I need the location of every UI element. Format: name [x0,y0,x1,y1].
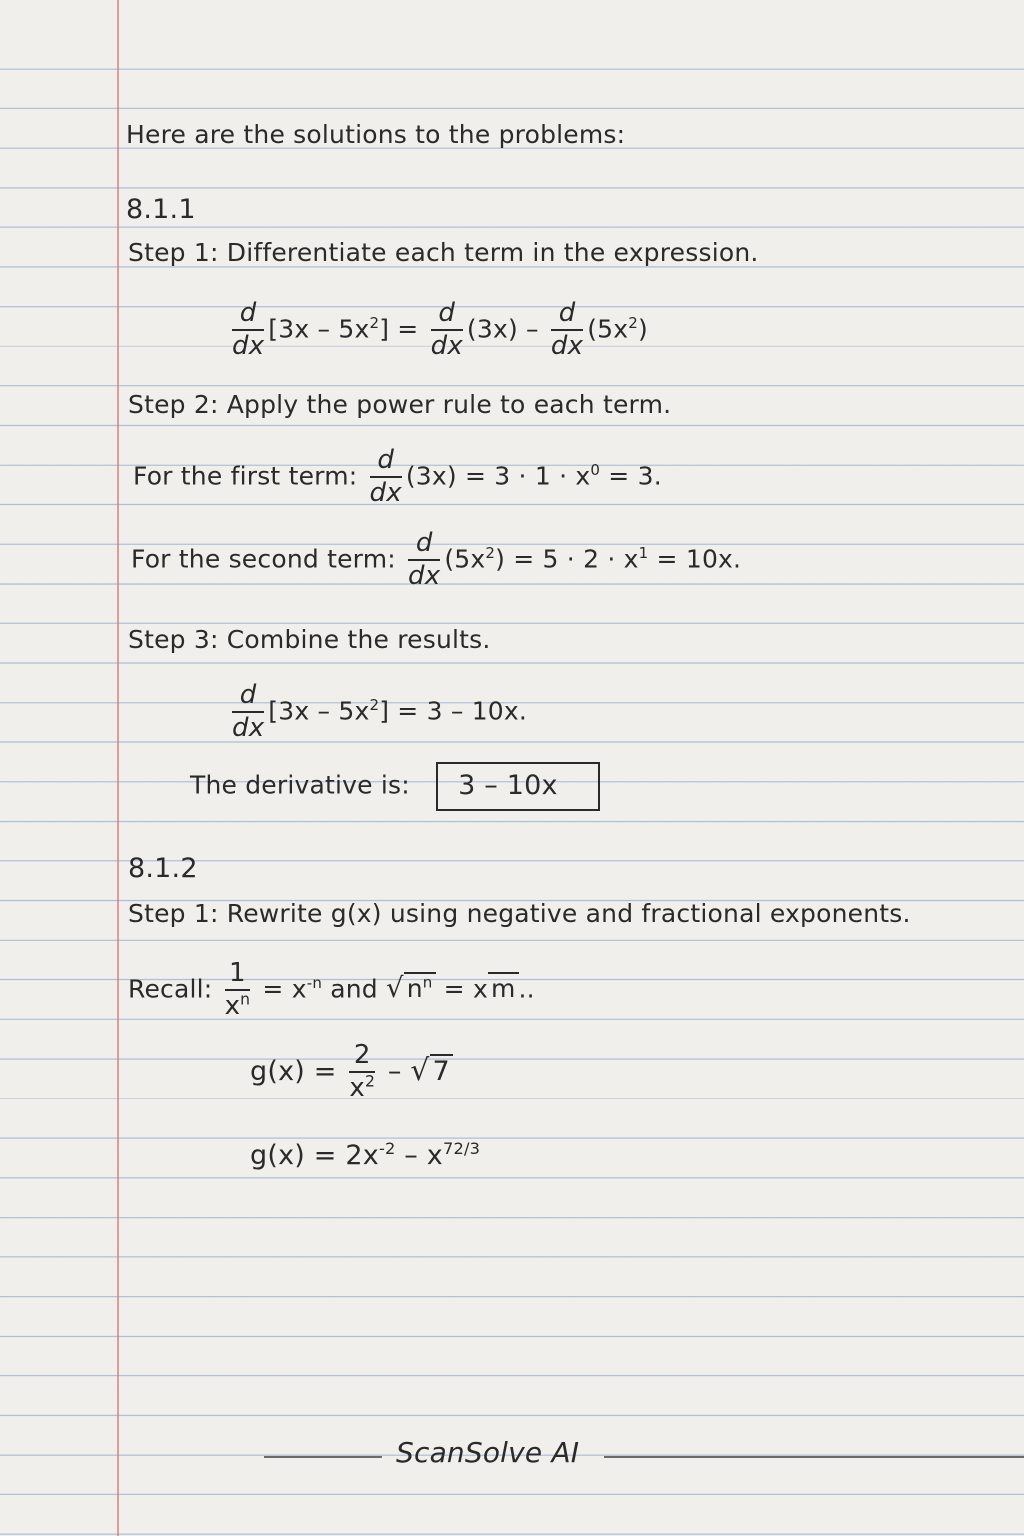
problem-number-1: 8.1.1 [126,194,196,225]
margin-line [117,0,119,1536]
recall-line: Recall: $\frac{1}{x^n}$ = $x^{-n}$ and √ $n^n = x$ m .. [128,958,535,1022]
d-dx-fraction: $\frac{d}{dx}$ [408,528,441,592]
radical: √ $n^n$ [386,972,436,1004]
step1-heading-2: Step 1: Rewrite g(x) using negative and fractional exponents. [128,899,911,928]
d-dx-fraction: $\frac{d}{dx}$ [430,298,463,362]
answer-box: 3 – 10x [436,762,600,811]
step1-heading: Step 1: Differentiate each term in the expression. [128,238,759,267]
reciprocal-fraction: $\frac{1}{x^n}$ [224,958,251,1022]
two-over-x-squared: $\frac{2}{x^2}$ [349,1040,376,1104]
g-definition: g(x) = $\frac{2}{x^2}$ – √ 7 [250,1042,453,1103]
derivative-result: The derivative is: 3 – 10x [190,762,600,811]
d-dx-fraction: $\frac{d}{dx}$ [232,680,265,744]
g-rewritten: $g(x) = 2x^{-2} - x^{72/3}$ [250,1139,481,1171]
d-dx-fraction: $\frac{d}{dx}$ [550,298,584,362]
combined-equation: $\frac{d}{dx}$ $[3x - 5x^2] = 3 - 10x$. [232,680,528,744]
radical: √ 7 [410,1053,453,1088]
step2-heading: Step 2: Apply the power rule to each term. [128,390,672,419]
d-dx-fraction: $\frac{d}{dx}$ [369,445,402,509]
second-term-line: For the second term: $\frac{d}{dx}$ $(5x^2) = 5 \cdot 2 \cdot x^1 = 10x$. [131,528,742,592]
d-dx-fraction: $\frac{d}{dx}$ [232,298,265,362]
equation-differentiate: $\frac{d}{dx}$ $[3x - 5x^2]$ = $\frac{d}{dx}$ (3x) – $\frac{d}{dx}$ $(5x^2)$ [232,298,648,362]
footer-rule-right [604,1456,1024,1458]
intro-text: Here are the solutions to the problems: [126,120,626,149]
footer-brand: ScanSolve AI [396,1436,580,1469]
problem-number-2: 8.1.2 [128,853,198,884]
first-term-line: For the first term: $\frac{d}{dx}$ $(3x) = 3 \cdot 1 \cdot x^0 = 3$. [133,445,662,509]
footer-rule-left [264,1456,382,1458]
step3-heading: Step 3: Combine the results. [128,625,491,654]
